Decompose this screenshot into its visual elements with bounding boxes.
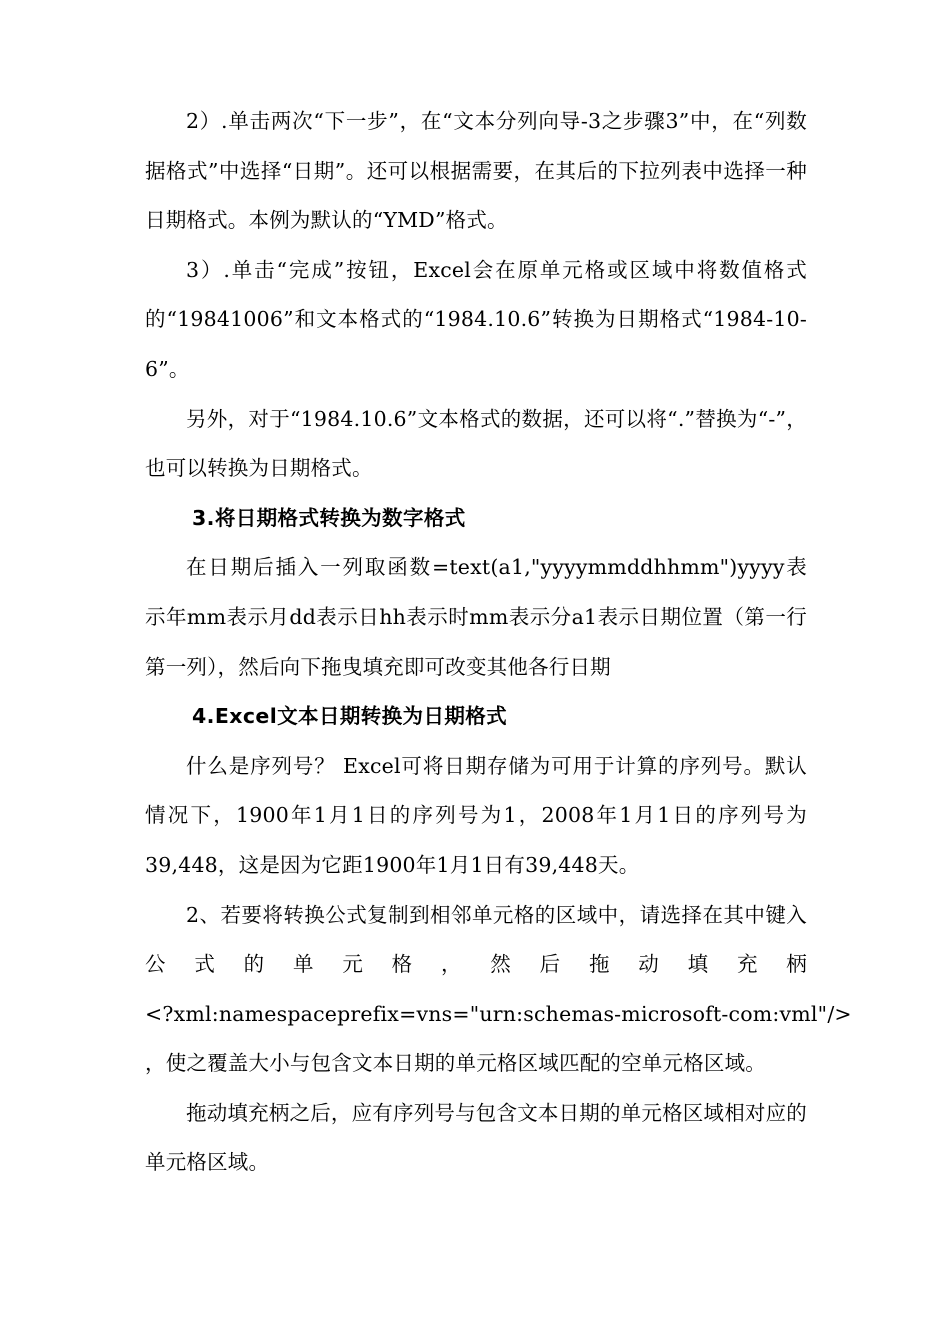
paragraph-xml-namespace: <?xml:namespaceprefix=vns="urn:schemas-microsoft-com:vml"/> <box>145 1001 852 1026</box>
paragraph-serial-number: 什么是序列号？ Excel可将日期存储为可用于计算的序列号。默认情况下，1900年1月1日的序列号为1，2008年1月1日的序列号为39,448，这是因为它距1900年1月1日有39,448天。 <box>145 753 807 877</box>
section-heading-4: 4.Excel文本日期转换为日期格式 <box>192 704 508 729</box>
paragraph-step-2: 2）.单击两次“下一步”，在“文本分列向导-3之步骤3”中，在“列数据格式”中选择“日期”。还可以根据需要，在其后的下拉列表中选择一种日期格式。本例为默认的“YMD”格式。 <box>145 109 807 233</box>
document-body <box>145 97 852 1188</box>
paragraph-fill-range: ，使之覆盖大小与包含文本日期的单元格区域匹配的空单元格区域。 <box>145 1051 766 1076</box>
paragraph-after-drag: 拖动填充柄之后，应有序列号与包含文本日期的单元格区域相对应的单元格区域。 <box>145 1100 807 1175</box>
section-heading-3: 3.将日期格式转换为数字格式 <box>192 505 466 530</box>
paragraph-replace-note: 另外，对于“1984.10.6”文本格式的数据，还可以将“.”替换为“-”，也可以转换为日期格式。 <box>145 406 807 481</box>
paragraph-step-3: 3）.单击“完成”按钮，Excel会在原单元格或区域中将数值格式的“19841006”和文本格式的“1984.10.6”转换为日期格式“1984-10-6”。 <box>145 257 807 381</box>
paragraph-text-function: 在日期后插入一列取函数=text(a1,"yyyymmddhhmm")yyyy表示年mm表示月dd表示日hh表示时mm表示分a1表示日期位置（第一行第一列），然后向下拖曳填充即可改变其他各行日期 <box>145 555 807 679</box>
paragraph-copy-formula: 2、若要将转换公式复制到相邻单元格的区域中，请选择在其中键入公式的单元格，然后拖动填充柄 <box>145 902 807 977</box>
